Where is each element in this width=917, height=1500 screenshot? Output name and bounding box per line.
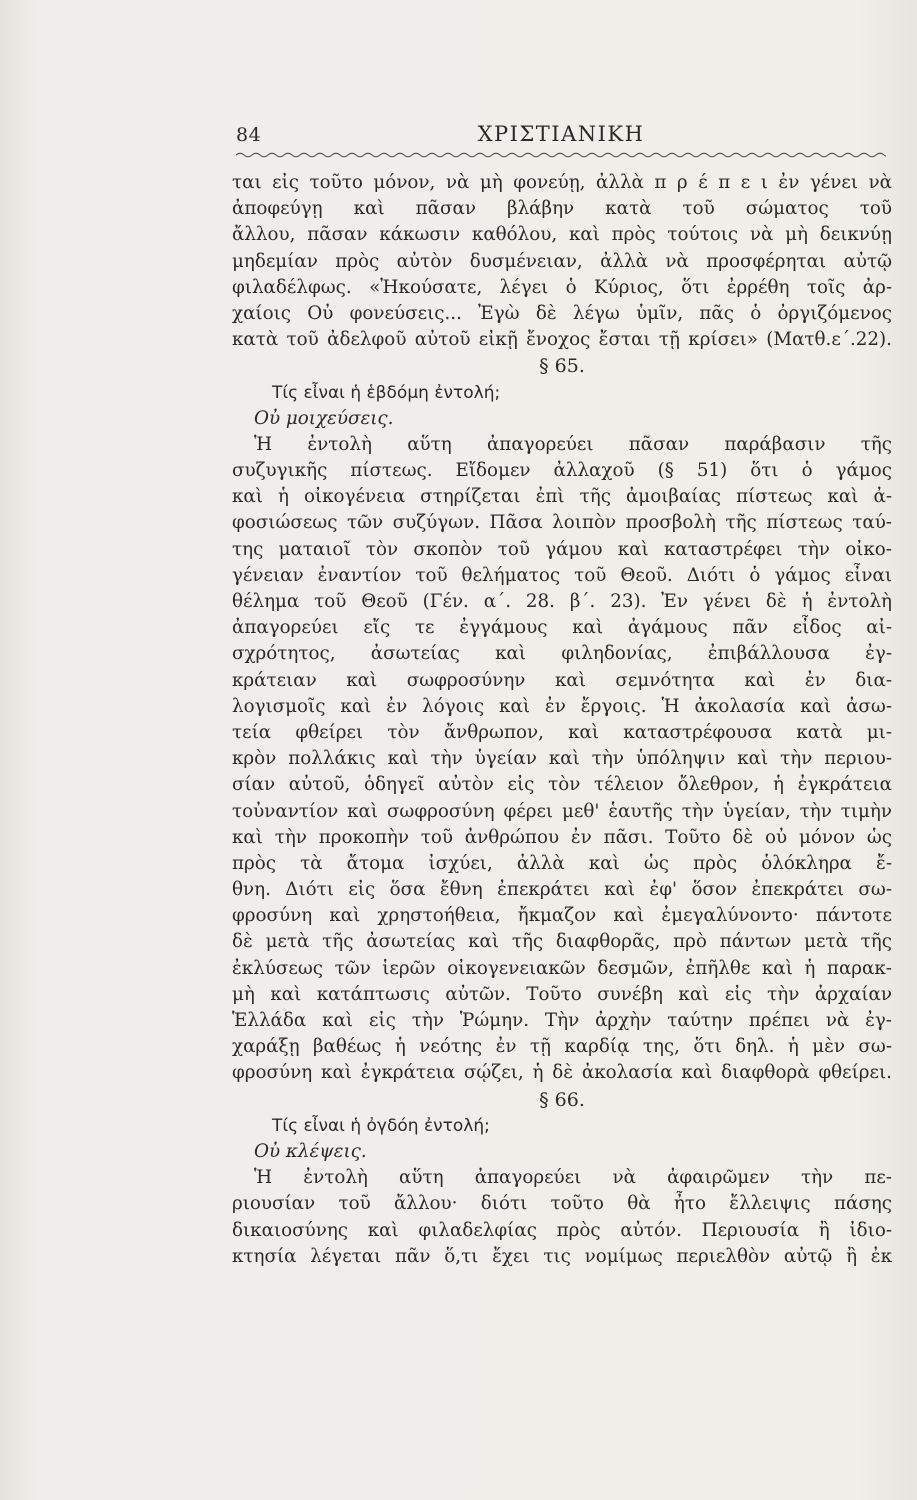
text-line: κτησία λέγεται πᾶν ὅ,τι ἔχει τις νομίμως περιελθὸν αὐτῷ ἢ ἐκ (232, 1245, 892, 1267)
text-line: Ἡ ἐντολὴ αὕτη ἀπαγορεύει νὰ ἀφαιρῶμεν τὴν πε- (254, 1167, 892, 1189)
text-line: ἀπαγορεύει εἴς τε ἐγγάμους καὶ ἀγάμους πᾶν εἶδος αἰ- (232, 617, 892, 639)
text-line: μηδεμίαν πρὸς αὐτὸν δυσμένειαν, ἀλλὰ νὰ προσφέρηται αὐτῷ (232, 250, 892, 272)
commandment-title: Οὐ κλέψεις. (254, 1140, 367, 1162)
section-question: Τίς εἶναι ἡ ὀγδόη ἐντολή; (272, 1115, 490, 1136)
section-question: Τίς εἶναι ἡ ἑβδόμη ἐντολή; (272, 382, 501, 403)
text-line: ριουσίαν τοῦ ἄλλου· διότι τοῦτο θὰ ἦτο ἔλλειψις πάσης (232, 1193, 892, 1215)
running-title: ΧΡΙΣΤΙΑΝΙΚΗ (477, 122, 645, 146)
text-line: ἄλλου, πᾶσαν κάκωσιν καθόλου, καὶ πρὸς τούτοις νὰ μὴ δεικνύῃ (232, 224, 892, 246)
text-line: τοὐναντίον καὶ σωφροσύνη φέρει μεθ' ἑαυτῆς τὴν ὑγείαν, τὴν τιμὴν (232, 800, 892, 822)
text-line: φοσιώσεως τῶν συζύγων. Πᾶσα λοιπὸν προσβολὴ τῆς πίστεως ταύ- (232, 512, 892, 534)
section-65 (232, 353, 892, 1086)
text-line: συζυγικῆς πίστεως. Εἴδομεν ἀλλαχοῦ (§ 51) ὅτι ὁ γάμος (232, 460, 892, 482)
page-header (236, 122, 886, 152)
text-line: δὲ μετὰ τῆς ἀσωτείας καὶ τῆς διαφθορᾶς, πρὸ πάντων μετὰ τῆς (232, 931, 892, 953)
text-line: ται εἰς τοῦτο μόνον, νὰ μὴ φονεύῃ, ἀλλὰ π ρ έ π ε ι ἐν γένει νὰ (232, 172, 892, 193)
text-line: φιλαδέλφως. «Ἠκούσατε, λέγει ὁ Κύριος, ὅτι ἐρρέθη τοῖς ἀρ- (232, 276, 892, 298)
text-line: μὴ καὶ κατάπτωσις αὐτῶν. Τοῦτο συνέβη καὶ εἰς τὴν ἀρχαίαν (232, 983, 892, 1005)
text-line: κρὸν πολλάκις καὶ τὴν ὑγείαν καὶ τὴν ὑπόληψιν καὶ τὴν περιου- (232, 748, 892, 770)
paragraph-continued (232, 170, 892, 353)
text-line: λογισμοῖς καὶ ἐν λόγοις καὶ ἐν ἔργοις. Ἡ ἀκολασία καὶ ἀσω- (232, 695, 892, 717)
text-line: κράτειαν καὶ σωφροσύνην καὶ σεμνότητα καὶ ἐν δια- (232, 669, 892, 691)
text-line: ἐκλύσεως τῶν ἱερῶν οἰκογενειακῶν δεσμῶν, ἐπῆλθε καὶ ἡ παρακ- (232, 957, 892, 979)
text-line: γένειαν ἐναντίον τοῦ θελήματος τοῦ Θεοῦ. Διότι ὁ γάμος εἶναι (232, 564, 892, 586)
text-line: δικαιοσύνης καὶ φιλαδελφίας πρὸς αὐτόν. Περιουσία ἢ ἰδιο- (232, 1219, 892, 1241)
text-line: θέλημα τοῦ Θεοῦ (Γέν. α΄. 28. β΄. 23). Ἐν γένει δὲ ἡ ἐντολὴ (232, 591, 892, 612)
section-heading: § 65. (539, 355, 585, 378)
text-line: σχρότητος, ἀσωτείας καὶ φιληδονίας, ἐπιβάλλουσα ἐγ- (232, 643, 892, 665)
text-line: χαίοις Οὐ φονεύσεις... Ἐγὼ δὲ λέγω ὑμῖν, πᾶς ὁ ὀργιζόμενος (232, 302, 892, 324)
text-line: ἀποφεύγῃ καὶ πᾶσαν βλάβην κατὰ τοῦ σώματος τοῦ (232, 198, 892, 220)
text-line: τεία φθείρει τὸν ἄνθρωπον, καὶ καταστρέφουσα κατὰ μι- (232, 721, 892, 743)
text-line: φροσύνη καὶ χρηστοήθεια, ἤκμαζον καὶ ἐμεγαλύνοντο· πάντοτε (232, 905, 892, 927)
text-line: κατὰ τοῦ ἀδελφοῦ αὐτοῦ εἰκῇ ἔνοχος ἔσται τῇ κρίσει» (Ματθ.ε΄.22). (232, 329, 892, 351)
text-line: της ματαιοῖ τὸν σκοπὸν τοῦ γάμου καὶ καταστρέφει τὴν οἰκο- (232, 538, 892, 560)
text-line: φροσύνη καὶ ἐγκράτεια σῴζει, ἡ δὲ ἀκολασία καὶ διαφθορὰ φθείρει. (232, 1062, 892, 1084)
section-66 (232, 1087, 892, 1270)
text-line: χαράξῃ βαθέως ἡ νεότης ἐν τῇ καρδίᾳ της, ὅτι δηλ. ἡ μὲν σω- (232, 1036, 892, 1058)
text-line: πρὸς τὰ ἄτομα ἰσχύει, ἀλλὰ καὶ ὡς πρὸς ὁλόκληρα ἔ- (232, 852, 892, 874)
text-line: σίαν αὐτοῦ, ὁδηγεῖ αὐτὸν εἰς τὸν τέλειον ὄλεθρον, ἡ ἐγκράτεια (232, 774, 892, 796)
text-line: καὶ τὴν προκοπὴν τοῦ ἀνθρώπου ἐν πᾶσι. Τοῦτο δὲ οὐ μόνον ὡς (232, 826, 892, 848)
commandment-title: Οὐ μοιχεύσεις. (254, 407, 394, 429)
body-text (232, 170, 892, 1270)
page-number: 84 (236, 124, 262, 146)
text-line: θνη. Διότι εἰς ὅσα ἔθνη ἐπεκράτει καὶ ἐφ' ὅσον ἐπεκράτει σω- (232, 879, 892, 901)
text-line: καὶ ἡ οἰκογένεια στηρίζεται ἐπὶ τῆς ἀμοιβαίας πίστεως καὶ ἀ- (232, 486, 892, 508)
text-line: Ἡ ἐντολὴ αὕτη ἀπαγορεύει πᾶσαν παράβασιν τῆς (254, 433, 892, 455)
text-line: Ἑλλάδα καὶ εἰς τὴν Ῥώμην. Τὴν ἀρχὴν ταύτην πρέπει νὰ ἐγ- (232, 1010, 892, 1031)
header-wavy-rule (236, 150, 886, 160)
section-heading: § 66. (539, 1088, 585, 1111)
